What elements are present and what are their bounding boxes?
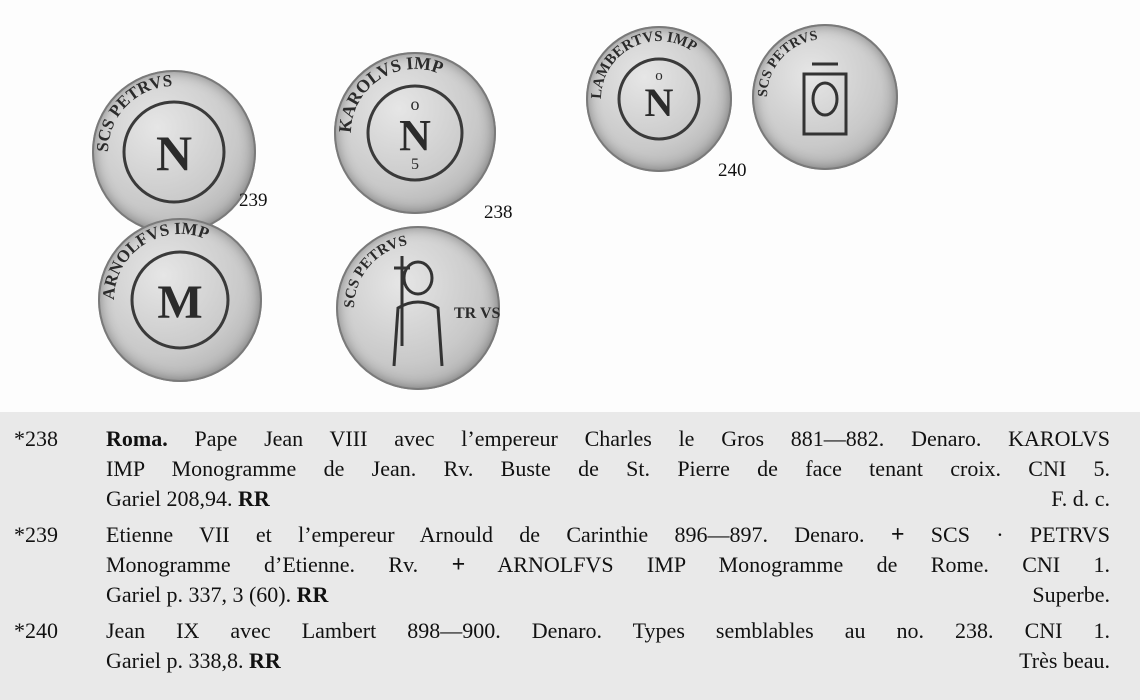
coin-239-reverse-monogram: M <box>157 276 203 329</box>
coin-239-obverse-art <box>92 70 256 234</box>
coin-240-reverse <box>752 24 898 170</box>
entry-line <box>106 424 1110 454</box>
entry-number: *239 <box>14 522 58 547</box>
coin-239-obverse-legend: SCS PETRVS <box>92 70 173 153</box>
coin-label-239: 239 <box>239 190 268 211</box>
coin-238-reverse-art <box>336 226 500 390</box>
coin-239-obverse <box>92 70 256 234</box>
coin-240-obverse-art <box>586 26 732 172</box>
coin-238-obverse <box>334 52 496 214</box>
coin-240-obverse-legend: LAMBERTVS IMP <box>588 28 700 100</box>
entry-description <box>106 616 1110 676</box>
rarity-badge: RR <box>237 486 270 511</box>
coin-238-obverse-mono-bottom: 5 <box>411 156 419 173</box>
entry-line <box>106 646 1110 676</box>
entry-line: Jean IX avec Lambert 898—900. Denaro. Types semblables au no. 238. CNI 1. <box>106 618 1110 643</box>
cross-icon: + <box>890 522 905 548</box>
coin-239-reverse <box>98 218 262 382</box>
coin-238-reverse <box>336 226 500 390</box>
coin-238-obverse-mono-top: o <box>410 94 420 114</box>
grade-label: Très beau. <box>1019 648 1110 673</box>
entry-description <box>106 520 1110 610</box>
svg-text:SCS PETRVS <box>342 233 409 308</box>
mint-name: Roma. <box>106 426 168 451</box>
st-peter-bust-icon <box>394 256 442 366</box>
entry-line <box>106 550 1110 580</box>
rarity-badge: RR <box>296 582 329 607</box>
coin-238-obverse-art <box>334 52 496 214</box>
entry-description <box>106 424 1110 514</box>
coin-239-obverse-monogram: N <box>155 125 193 181</box>
coin-label-238: 238 <box>484 202 513 223</box>
cross-icon: + <box>451 552 466 578</box>
entry-line <box>106 484 1110 514</box>
entry-number: *240 <box>14 618 58 643</box>
catalog-section <box>0 412 1140 700</box>
entry-text: Gariel 208,94. <box>106 486 238 511</box>
coin-239-reverse-art <box>98 218 262 382</box>
coin-240-obverse-mono-top: o <box>655 68 663 84</box>
coin-240-obverse-monogram: N <box>644 80 674 125</box>
entry-number: *238 <box>14 426 58 451</box>
coin-240-reverse-legend: SCS PETRVS <box>755 28 819 98</box>
entry-line <box>106 520 1110 550</box>
entry-text: Monogramme d’Etienne. Rv. <box>106 552 452 577</box>
coin-238-obverse-monogram: N <box>399 111 431 160</box>
entry-text: Etienne VII et l’empereur Arnould de Carinthie 896—897. Denaro. <box>106 522 891 547</box>
grade-label: F. d. c. <box>1051 486 1110 511</box>
coin-238-obverse-legend: KAROLVS IMP <box>334 52 447 134</box>
entry-text: Pape Jean VIII avec l’empereur Charles le Gros 881—882. Denaro. KAROLVS <box>167 426 1110 451</box>
entry-line <box>106 580 1110 610</box>
entry-text: ARNOLFVS IMP Monogramme de Rome. CNI 1. <box>465 552 1111 577</box>
entry-line: IMP Monogramme de Jean. Rv. Buste de St. Pierre de face tenant croix. CNI 5. <box>106 456 1110 481</box>
coin-label-240: 240 <box>718 160 747 181</box>
grade-label: Superbe. <box>1032 582 1110 607</box>
svg-text:SCS PETRVS <box>756 28 819 97</box>
coin-239-reverse-legend: ARNOLFVS IMP <box>98 218 212 301</box>
st-peter-face-icon <box>804 64 846 134</box>
coin-238-reverse-legend: SCS PETRVS <box>341 233 409 309</box>
coin-238-reverse-field-letters: TR VS <box>454 305 500 322</box>
coin-240-obverse <box>586 26 732 172</box>
rarity-badge: RR <box>248 648 281 673</box>
entry-text: Gariel p. 338,8. <box>106 648 249 673</box>
coin-240-reverse-art <box>752 24 898 170</box>
entry-text: Gariel p. 337, 3 (60). <box>106 582 297 607</box>
entry-text: SCS · PETRVS <box>904 522 1110 547</box>
